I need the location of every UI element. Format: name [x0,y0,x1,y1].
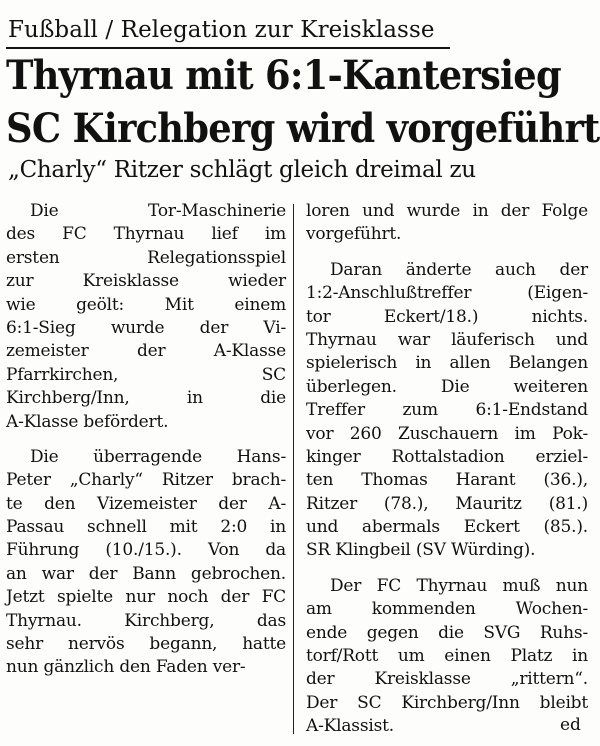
paragraph-line: Jetzt spielte nur noch der FC [6,587,286,608]
paragraph-line: und abermals Eckert (85.). [306,517,588,538]
paragraph-line: an war der Bann gebrochen. [6,563,286,584]
kicker-line: Fußball / Relegation zur Kreisklasse [8,17,435,43]
paragraph-line: 1:2-Anschlußtreffer (Eigen- [306,283,588,304]
paragraph-line: torf/Rott um einen Platz in [306,646,588,667]
paragraph-line: tor Eckert/18.) nichts. [306,306,588,327]
subheadline: „Charly“ Ritzer schlägt gleich dreimal zu [8,157,476,183]
paragraph-line: 6:1-Sieg wurde der Vi- [6,317,286,338]
right-column [306,200,588,739]
paragraph-line: zur Kreisklasse wieder [6,271,286,292]
paragraph-line: Ritzer (78.), Mauritz (81.) [306,493,588,514]
kicker-underline [6,47,450,49]
paragraph-line: Kirchberg/Inn, in die [6,388,286,409]
paragraph-line: überlegen. Die weiteren [306,376,588,397]
paragraph-line: kinger Rottalstadion erziel- [306,446,588,467]
paragraph-line: loren und wurde in der Folge [306,201,588,221]
paragraph-line: Die überragende Hans- [30,446,286,467]
paragraph-line: Treffer zum 6:1-Endstand [306,400,588,421]
paragraph-line: ten Thomas Harant (36.), [306,470,588,491]
paragraph-line: ersten Relegationsspiel [6,247,286,268]
headline-line-1: Thyrnau mit 6:1-Kantersieg [6,52,561,99]
paragraph-line: Thyrnau. Kirchberg, das [6,610,286,631]
paragraph-line: am kommenden Wochen- [306,599,588,620]
paragraph-gap [6,434,286,446]
paragraph-line: A-Klasse befördert. [6,411,169,432]
paragraph-line: des FC Thyrnau lief im [6,224,286,245]
paragraph-line: Die Tor-Maschinerie [30,201,286,221]
paragraph-line: nun gänzlich den Faden ver- [6,657,246,678]
paragraph-line: zemeister der A-Klasse [6,341,286,362]
paragraph-line: ende gegen die SVG Ruhs- [306,622,588,643]
headline-line-2: SC Kirchberg wird vorgeführt [6,105,600,152]
paragraph-line: Passau schnell mit 2:0 in [6,517,286,538]
left-column [6,200,286,680]
paragraph-line: Der SC Kirchberg/Inn bleibt [306,692,588,713]
paragraph-gap [306,563,588,575]
paragraph-line: Der FC Thyrnau muß nun [330,575,588,596]
paragraph-gap [306,247,588,259]
author-signature: ed [560,715,581,735]
paragraph-line: SR Klingbeil (SV Würding). [306,540,536,561]
paragraph-line: Pfarrkirchen, SC [6,364,286,385]
paragraph-line: wie geölt: Mit einem [6,294,286,315]
paragraph-line: vor 260 Zuschauern im Pok- [306,423,588,444]
paragraph-line: der Kreisklasse „rittern“. [306,669,588,690]
paragraph-line: Führung (10./15.). Von da [6,540,286,561]
paragraph-line: Daran änderte auch der [330,259,588,280]
paragraph-line: Peter „Charly“ Ritzer brach- [6,470,286,491]
column-divider [293,204,294,734]
paragraph-line: te den Vizemeister der A- [6,493,286,514]
paragraph-line: spielerisch in allen Belangen [306,353,588,374]
paragraph-line: vorgeführt. [306,224,402,245]
paragraph-line: sehr nervös begann, hatte [6,634,286,655]
paragraph-line: A-Klassist. [306,716,394,737]
paragraph-line: Thyrnau war läuferisch und [306,329,588,350]
